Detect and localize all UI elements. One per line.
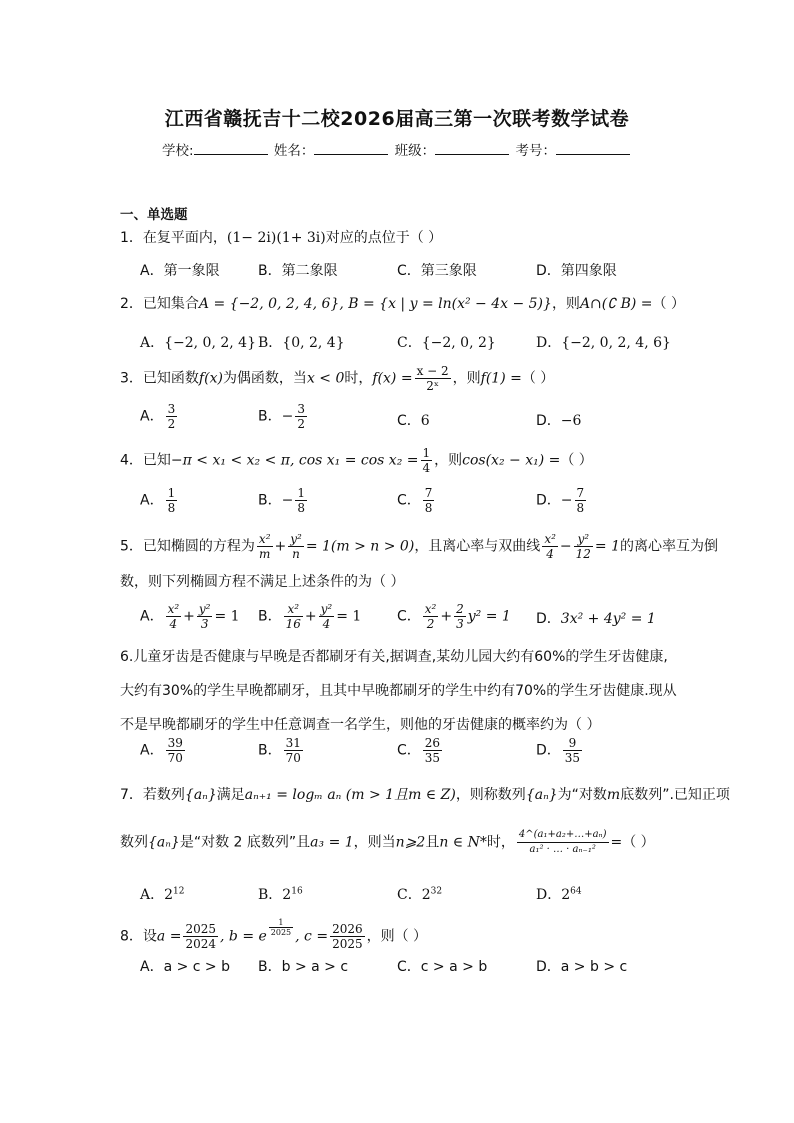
question-4-option-b[interactable]: B．− $\frac{1}{8}$: [258, 486, 305, 515]
name-label: 姓名：: [273, 143, 315, 159]
question-7-option-c[interactable]: C．$2^{32}$: [397, 886, 443, 903]
question-6-option-b[interactable]: B． $\frac{31}{70}$: [258, 736, 301, 765]
question-4-option-d[interactable]: D．− $\frac{7}{8}$: [536, 486, 585, 515]
exam-number-blank[interactable]: [556, 141, 630, 155]
exam-title: 江西省赣抚吉十二校2026届高三第一次联考数学试卷: [164, 108, 630, 130]
question-5-option-d[interactable]: D．3x² + 4y² = 1: [536, 611, 656, 627]
question-8-option-a[interactable]: A．a > c > b: [140, 959, 231, 975]
section-heading: 一、单选题: [120, 207, 188, 223]
question-2-option-c[interactable]: C．{−2, 0, 2}: [397, 335, 496, 351]
question-3-option-a[interactable]: A． $\frac{3}{2}$: [140, 402, 176, 431]
question-1-option-b[interactable]: B．第二象限: [258, 263, 338, 279]
question-7-fraction: $\frac{\text{4\textasciicircum{}(a₁+a₂+…+aₙ)}}{\text{a₁² · … · aₙ₋₁²}}$: [518, 829, 607, 855]
question-8-option-d[interactable]: D．a > b > c: [536, 959, 628, 975]
school-blank[interactable]: [194, 141, 268, 155]
question-2-option-a[interactable]: A．{−2, 0, 2, 4}: [140, 335, 256, 351]
question-3-option-d[interactable]: D．−6: [536, 413, 582, 429]
question-4-option-a[interactable]: A． $\frac{1}{8}$: [140, 486, 176, 515]
question-1-option-c[interactable]: C．第三象限: [397, 263, 477, 279]
question-8-option-b[interactable]: B．b > a > c: [258, 959, 349, 975]
question-2-option-d[interactable]: D．{−2, 0, 2, 4, 6}: [536, 335, 671, 351]
question-1-expr: (1− 2i)(1+ 3i): [226, 230, 326, 246]
question-7-option-a[interactable]: A．$2^{12}$: [140, 886, 185, 903]
question-2-sets: A = {−2, 0, 2, 4, 6}, B = {x | y = ln(x² − 4x − 5)}: [198, 296, 552, 312]
question-7-option-d[interactable]: D．$2^{64}$: [536, 886, 582, 903]
question-2-option-b[interactable]: B．{0, 2, 4}: [258, 335, 345, 351]
question-7-stem: 7．若数列{aₙ}满足aₙ₊₁ = logₘ aₙ (m > 1且m ∈ Z)，则称数列{aₙ}为“对数m底数列”.已知正项: [120, 787, 730, 803]
question-4-option-c[interactable]: C． $\frac{7}{8}$: [397, 486, 433, 515]
class-blank[interactable]: [435, 141, 509, 155]
question-6-stem: 6.儿童牙齿是否健康与早晚是否都刷牙有关,据调查,某幼儿园大约有60%的学生牙齿健康,大约有30%的学生早晚都刷牙，且其中早晚都刷牙的学生中约有70%的学生牙齿健康.现从不是早晚都刷牙的学生中任意调查一名学生，则他的牙齿健康的概率约为（ ）: [120, 649, 677, 733]
question-6-option-c[interactable]: C． $\frac{26}{35}$: [397, 736, 441, 765]
question-2-expr: A∩(∁ B) =: [579, 296, 653, 312]
question-5-option-b[interactable]: B． $\frac{\text{x²}}{16}$ + $\frac{\text{y²}}{4}$ = 1: [258, 602, 362, 631]
question-6-option-a[interactable]: A． $\frac{39}{70}$: [140, 736, 183, 765]
question-1-stem: 1．在复平面内，(1− 2i)(1+ 3i)对应的点位于（ ）: [120, 230, 443, 246]
question-5-stem: 5．已知椭圆的方程为 $\frac{\text{x²}}{m}$ + $\frac{\text{y²}}{n}$ = 1(m > n > 0)，且离心率与双曲线 $\frac{\text{x²}}{4}$ − $\frac{\text{y²}}{12}$ = 1的离心率互为倒: [120, 532, 718, 561]
question-4-stem: 4．已知−π < x₁ < x₂ < π, cos x₁ = cos x₂ = $\frac{1}{4}$ ，则cos(x₂ − x₁) =（ ）: [120, 446, 593, 475]
question-6-option-d[interactable]: D． $\frac{9}{35}$: [536, 736, 581, 765]
question-5-stem-line2: 数，则下列椭圆方程不满足上述条件的为（ ）: [120, 574, 405, 590]
question-8-stem: 8．设a = $\frac{2025}{2024}$ , b = e $^{\frac{1}{2025}}$ , c = $\frac{2026}{2025}$ ，则（ ）: [120, 918, 428, 952]
student-info-line: [0, 139, 794, 159]
question-3-stem: 3．已知函数f(x)为偶函数，当x < 0时，f(x) = $\frac{x - 2}{\text{2ˣ}}$ ，则f(1) =（ ）: [120, 364, 555, 393]
question-5-option-a[interactable]: A． $\frac{\text{x²}}{4}$ + $\frac{\text{y²}}{3}$ = 1: [140, 602, 240, 631]
class-label: 班级：: [394, 143, 436, 159]
question-7-option-b[interactable]: B．$2^{16}$: [258, 886, 303, 903]
question-3-option-b[interactable]: B．− $\frac{3}{2}$: [258, 402, 305, 431]
question-5-option-c[interactable]: C． $\frac{\text{x²}}{2}$ + $\frac{2}{3}$ y² = 1: [397, 602, 511, 631]
question-4-fraction: $\frac{1}{4}$: [422, 446, 431, 475]
question-2-stem: 2．已知集合A = {−2, 0, 2, 4, 6}, B = {x | y = ln(x² − 4x − 5)}，则A∩(∁ B) =（ ）: [120, 296, 685, 312]
school-label: 学校:: [162, 143, 194, 159]
question-7-stem-line2: 数列{aₙ}是“对数 2 底数列”且a₃ = 1，则当n⩾2且n ∈ N*时， $\frac{\text{4\textasciicircum{}(a₁+a₂+…+aₙ)}}{\text{a₁² · … · aₙ₋₁²}}$ =（ ）: [120, 829, 655, 855]
question-8-option-c[interactable]: C．c > a > b: [397, 959, 488, 975]
question-3-option-c[interactable]: C．6: [397, 413, 430, 429]
exam-number-label: 考号：: [515, 143, 556, 159]
question-1-option-d[interactable]: D．第四象限: [536, 263, 617, 279]
question-3-fraction: $\frac{x - 2}{\text{2ˣ}}$: [416, 364, 449, 393]
question-1-option-a[interactable]: A．第一象限: [140, 263, 220, 279]
name-blank[interactable]: [314, 141, 388, 155]
